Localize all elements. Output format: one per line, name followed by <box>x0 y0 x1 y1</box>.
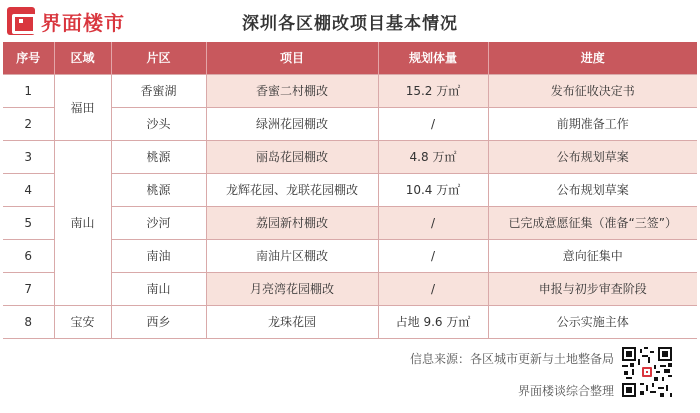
cell-area: 香蜜湖 <box>111 74 206 107</box>
table-header-row <box>3 42 697 74</box>
cell-no: 8 <box>3 305 54 338</box>
cell-project: 月亮湾花园棚改 <box>206 272 378 305</box>
header-district: 区域 <box>54 42 111 74</box>
cell-no: 2 <box>3 107 54 140</box>
cell-district: 南山 <box>54 140 111 305</box>
cell-no: 6 <box>3 239 54 272</box>
credit-note: 界面楼谈综合整理 <box>517 384 614 398</box>
cell-area: 沙头 <box>111 107 206 140</box>
cell-no: 5 <box>3 206 54 239</box>
cell-area: 南油 <box>111 239 206 272</box>
header-progress: 进度 <box>488 42 697 74</box>
table-row <box>3 140 697 173</box>
cell-progress: 意向征集中 <box>488 239 697 272</box>
cell-no: 3 <box>3 140 54 173</box>
page-footer <box>0 342 700 413</box>
cell-project: 丽岛花园棚改 <box>206 140 378 173</box>
cell-district: 福田 <box>54 74 111 140</box>
cell-progress: 前期准备工作 <box>488 107 697 140</box>
header-volume: 规划体量 <box>378 42 488 74</box>
cell-progress: 发布征收决定书 <box>488 74 697 107</box>
cell-volume: / <box>378 206 488 239</box>
cell-volume: 4.8 万㎡ <box>378 140 488 173</box>
page-title: 深圳各区棚改项目基本情况 <box>242 14 458 34</box>
cell-no: 4 <box>3 173 54 206</box>
cell-volume: 占地 9.6 万㎡ <box>378 305 488 338</box>
projects-table <box>3 42 697 339</box>
header-no: 序号 <box>3 42 54 74</box>
brand-name: 界面楼市 <box>41 10 125 35</box>
header-project: 项目 <box>206 42 378 74</box>
cell-area: 沙河 <box>111 206 206 239</box>
cell-progress: 公布规划草案 <box>488 173 697 206</box>
cell-progress: 申报与初步审查阶段 <box>488 272 697 305</box>
cell-project: 香蜜二村棚改 <box>206 74 378 107</box>
table-row <box>3 305 697 338</box>
cell-project: 龙珠花园 <box>206 305 378 338</box>
source-note: 信息来源：各区城市更新与土地整备局 <box>409 352 614 366</box>
cell-volume: / <box>378 272 488 305</box>
table-row <box>3 74 697 107</box>
cell-volume: 10.4 万㎡ <box>378 173 488 206</box>
cell-project: 荔园新村棚改 <box>206 206 378 239</box>
cell-area: 桃源 <box>111 173 206 206</box>
cell-project: 龙辉花园、龙联花园棚改 <box>206 173 378 206</box>
cell-no: 7 <box>3 272 54 305</box>
header-area: 片区 <box>111 42 206 74</box>
cell-area: 西乡 <box>111 305 206 338</box>
cell-progress: 公示实施主体 <box>488 305 697 338</box>
cell-progress: 公布规划草案 <box>488 140 697 173</box>
cell-volume: / <box>378 239 488 272</box>
cell-area: 桃源 <box>111 140 206 173</box>
cell-progress: 已完成意愿征集（准备“三签”） <box>488 206 697 239</box>
cell-district: 宝安 <box>54 305 111 338</box>
qr-code-icon <box>622 347 672 397</box>
cell-area: 南山 <box>111 272 206 305</box>
cell-no: 1 <box>3 74 54 107</box>
page-header <box>0 0 700 42</box>
cell-project: 南油片区棚改 <box>206 239 378 272</box>
cell-volume: 15.2 万㎡ <box>378 74 488 107</box>
cell-volume: / <box>378 107 488 140</box>
cell-project: 绿洲花园棚改 <box>206 107 378 140</box>
